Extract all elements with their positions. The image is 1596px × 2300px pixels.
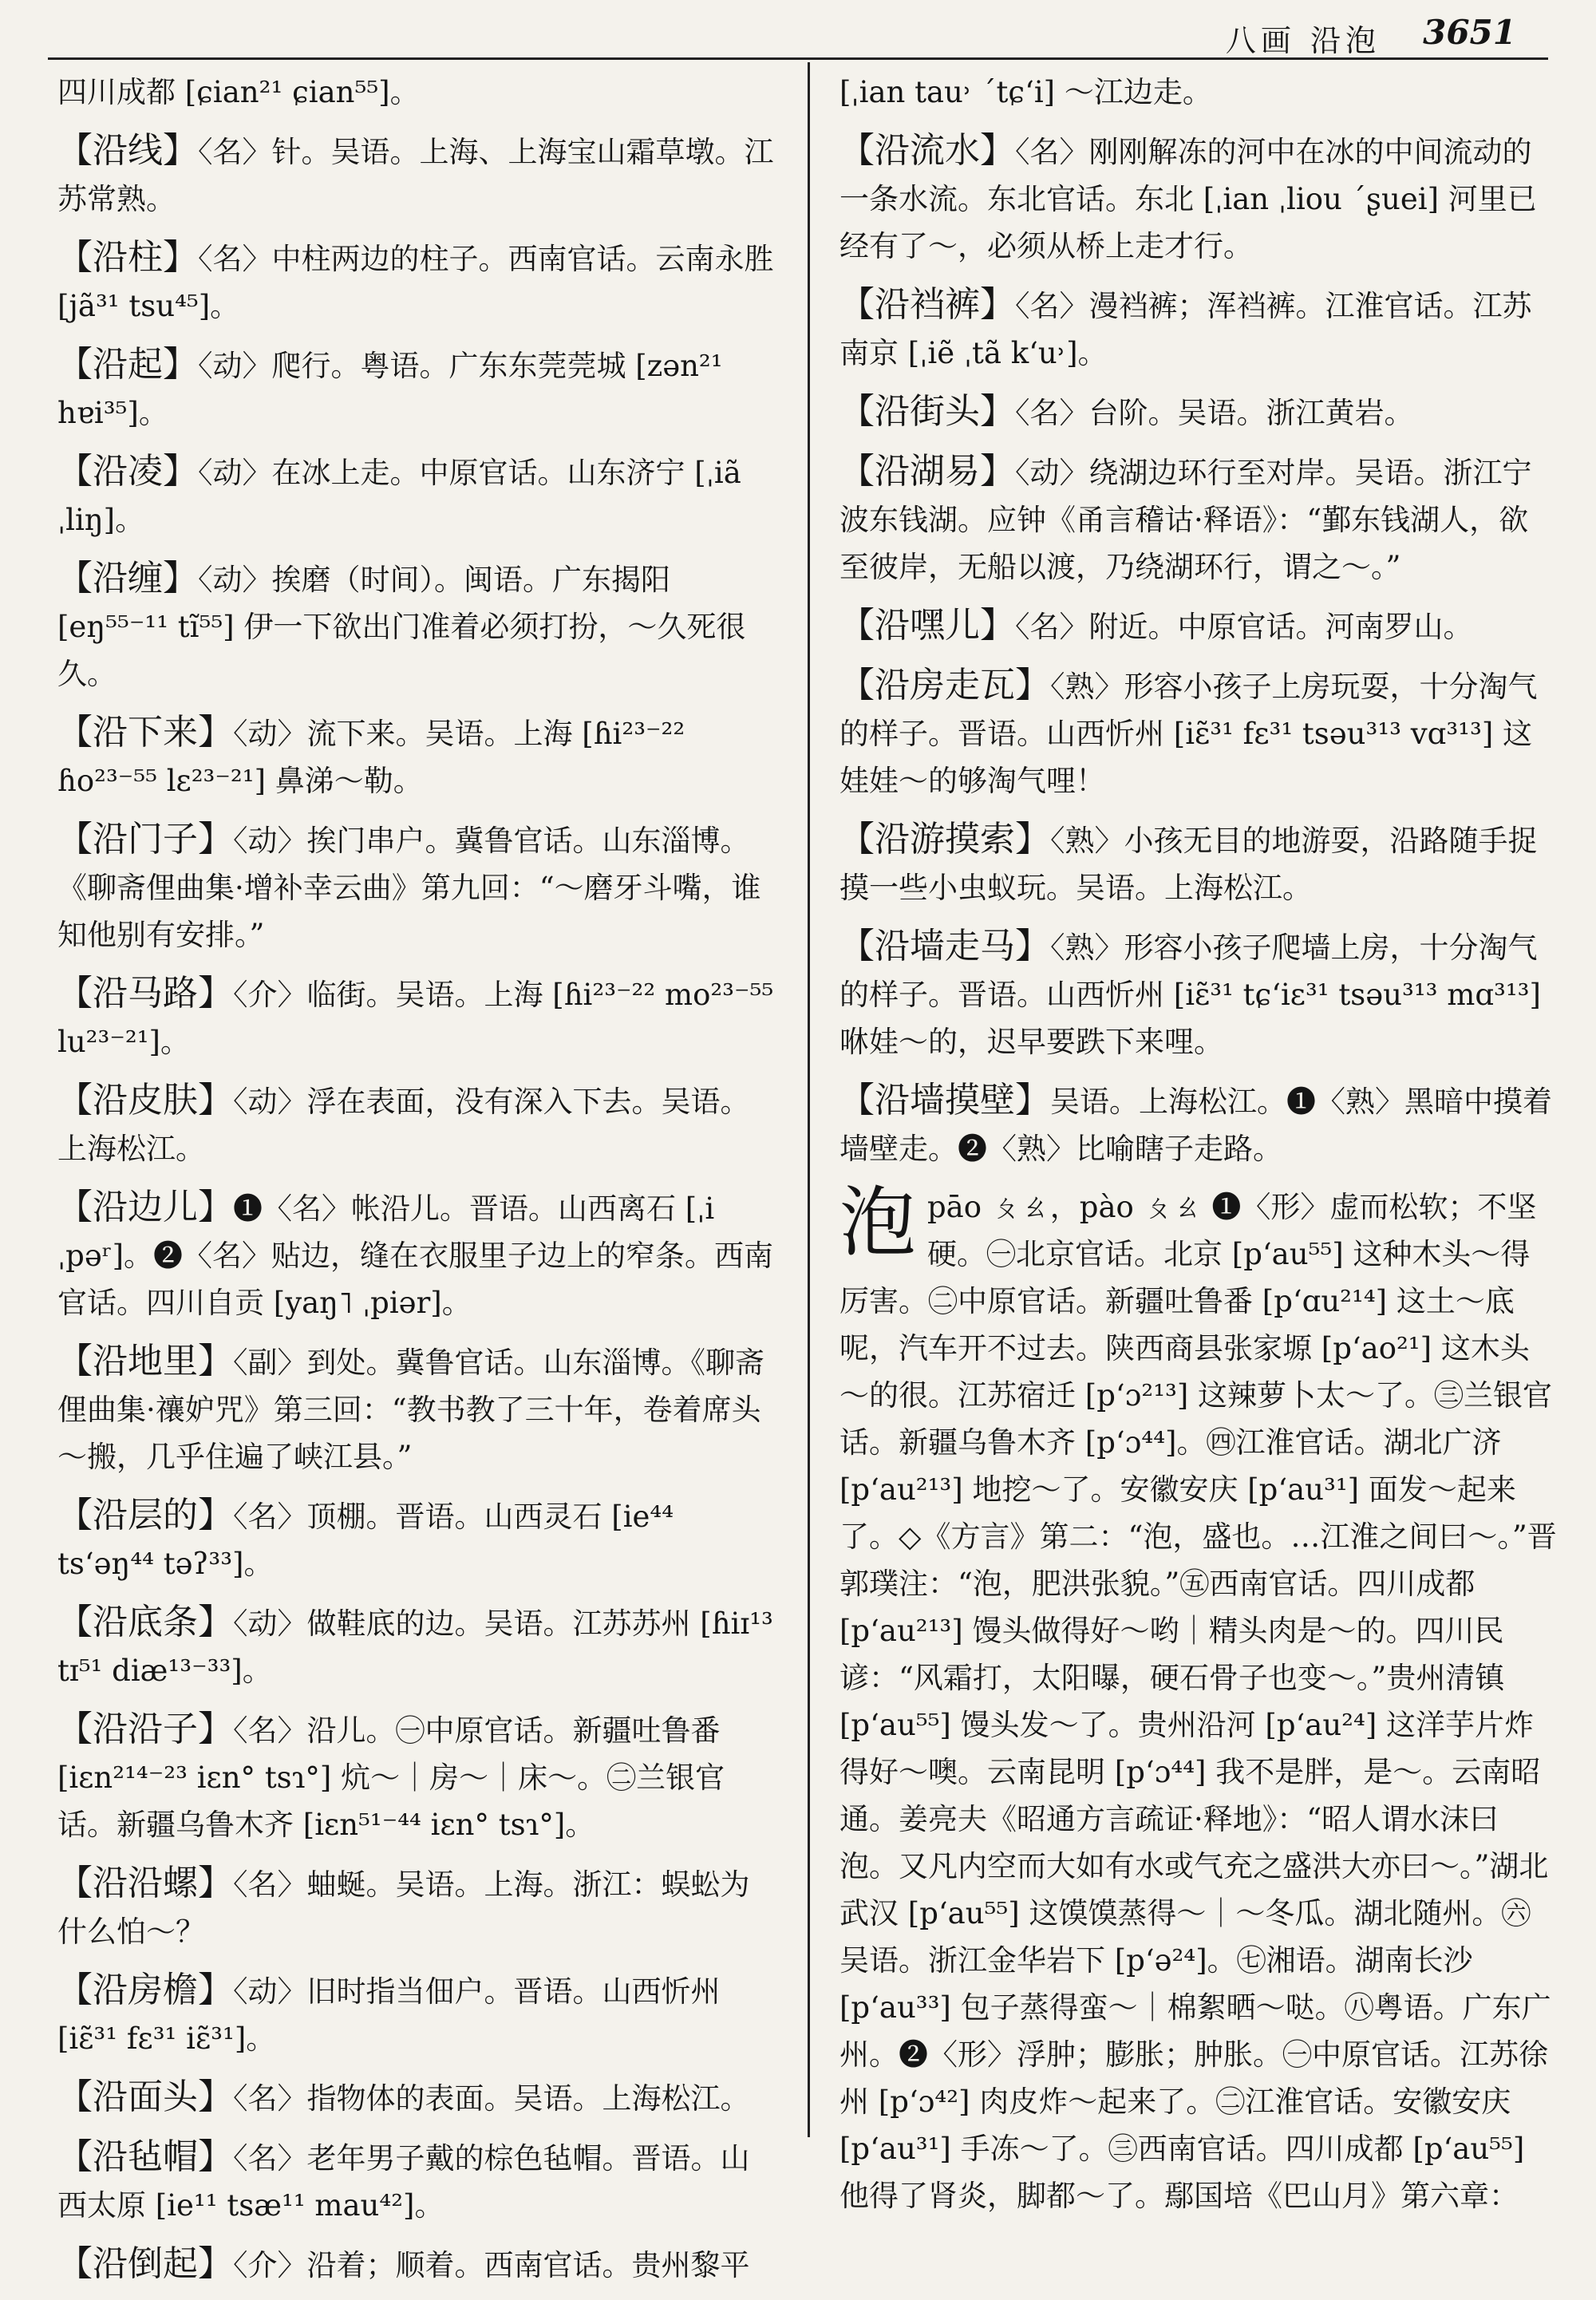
entry-definition: 〈名〉指物体的表面。吴语。上海松江。	[233, 2081, 750, 2116]
entry-definition: 〈名〉蚰蜒。吴语。上海。浙江：蜈蚣为什么怕～？	[57, 1867, 750, 1949]
dictionary-entry	[57, 2240, 776, 2289]
header-rule	[48, 57, 1548, 60]
entry-headword: 【沿沿子】	[57, 1709, 233, 1749]
entry-headword: 【沿边儿】	[57, 1187, 233, 1227]
entry-definition: 〈名〉附近。中原官话。河南罗山。	[1015, 610, 1473, 644]
entry-headword: 【沿墙摸壁】	[839, 1080, 1050, 1120]
entry-headword: 【沿底条】	[57, 1602, 233, 1642]
entry-definition: 〈名〉漫裆裤；浑裆裤。江淮官话。江苏南京 [ˌiẽ ˌtã kʻu˒]。	[839, 289, 1532, 370]
entry-headword: 【沿面头】	[57, 2077, 233, 2117]
entry-definition: 〈熟〉形容小孩子上房玩耍，十分淘气的样子。晋语。山西忻州 [iɛ̃³¹ fɛ³¹ tsəu³¹³ vɑ³¹³] 这娃娃～的够淘气哩！	[839, 670, 1538, 798]
dictionary-entry	[839, 662, 1558, 804]
dictionary-entry	[57, 234, 776, 330]
entry-definition: 〈名〉中柱两边的柱子。西南官话。云南永胜 [jã³¹ tsu⁴⁵]。	[57, 242, 774, 323]
entry-definition: 〈副〉到处。冀鲁官话。山东淄博。《聊斋俚曲集·禳妒咒》第三回：“教书教了三十年，卷着席头～搬，几乎住遍了峡江县。”	[57, 1346, 764, 1474]
entry-headword: 【沿皮肤】	[57, 1080, 233, 1120]
dictionary-entry	[839, 448, 1558, 591]
continuation-text: 四川成都 [ɕian²¹ ɕian⁵⁵]。	[57, 75, 420, 109]
entry-definition: 〈介〉临街。吴语。上海 [ɦi²³⁻²² mo²³⁻⁵⁵ lu²³⁻²¹]。	[57, 978, 774, 1059]
entry-definition: 〈动〉在冰上走。中原官话。山东济宁 [ˌiã ˌliŋ]。	[57, 456, 741, 537]
dictionary-entry	[839, 281, 1558, 377]
dictionary-entry	[57, 1184, 776, 1326]
entry-definition: 〈动〉爬行。粤语。广东东莞莞城 [zən²¹ hɐi³⁵]。	[57, 349, 723, 430]
entry-definition: 〈动〉流下来。吴语。上海 [ɦi²³⁻²² ɦo²³⁻⁵⁵ lɛ²³⁻²¹] 鼻涕～勒。	[57, 717, 685, 798]
entry-definition: 〈熟〉形容小孩子爬墙上房，十分淘气的样子。晋语。山西忻州 [iɛ̃³¹ tɕʻiɛ³¹ tsəu³¹³ mɑ³¹³] 咻娃～的，迟早要跌下来哩。	[839, 931, 1541, 1059]
entry-headword: 【沿柱】	[57, 237, 198, 278]
page-header	[48, 0, 1548, 62]
dictionary-entry	[839, 602, 1558, 650]
entry-headword: 【沿地里】	[57, 1341, 233, 1381]
dictionary-entry	[57, 1492, 776, 1587]
character-entry-text: pāo ㄆㄠ，pào ㄆㄠ ❶〈形〉虚而松软；不坚硬。㊀北京官话。北京 [pʻau⁵⁵] 这种木头～得厉害。㊁中原官话。新疆吐鲁番 [pʻɑu²¹⁴] 这土～底呢，汽车开不过去。陕西商县张家塬 [pʻao²¹] 这木头～的很。江苏宿迁 [pʻɔ²¹³] 这辣萝卜太～了。㊂兰银官话。新疆乌鲁木齐 [pʻɔ⁴⁴]。㊃江淮官话。湖北广济 [pʻau²¹³] 地挖～了。安徽安庆 [pʻau³¹] 面发～起来了。◇《方言》第二：“泡，盛也。…江淮之间曰～。”晋郭璞注：“泡，肥洪张貌。”㊄西南官话。四川成都 [pʻau²¹³] 馒头做得好～哟｜精头肉是～的。四川民谚：“风霜打，太阳曝，硬石骨子也变～。”贵州清镇 [pʻau⁵⁵] 馒头发～了。贵州沿河 [pʻau²⁴] 这洋芋片炸得好～噢。云南昆明 [pʻɔ⁴⁴] 我不是胖，是～。云南昭通。姜亮夫《昭通方言疏证·释地》：“昭人谓水沫曰泡。又凡内空而大如有水或气充之盛洪大亦曰～。”湖北武汉 [pʻau⁵⁵] 这馍馍蒸得～｜～冬瓜。湖北随州。㊅吴语。浙江金华岩下 [pʻə²⁴]。㊆湘语。湖南长沙 [pʻau³³] 包子蒸得蛮～｜棉絮晒～哒。㊇粤语。广东广州。❷〈形〉浮肿；膨胀；肿胀。㊀中原官话。江苏徐州 [pʻɔ⁴²] 肉皮炸～起来了。㊁江淮官话。安徽安庆 [pʻau³¹] 手冻～了。㊂西南官话。四川成都 [pʻau⁵⁵] 他得了肾炎，脚都～了。鄢国培《巴山月》第六章：	[839, 1190, 1557, 2213]
dictionary-entry	[57, 709, 776, 804]
left-column	[57, 69, 776, 2300]
entry-headword: 【沿沿螺】	[57, 1863, 233, 1903]
entry-headword: 【沿墙走马】	[839, 926, 1050, 966]
entry-headword: 【沿裆裤】	[839, 284, 1015, 325]
entry-definition: 〈名〉顶棚。晋语。山西灵石 [ie⁴⁴ tsʻəŋ⁴⁴ təʔ³³]。	[57, 1500, 674, 1581]
entry-headword: 【沿毡帽】	[57, 2136, 233, 2177]
entry-headword: 【沿街头】	[839, 391, 1015, 432]
entry-headword: 【沿流水】	[839, 130, 1015, 171]
page-section-title: 八画 沿泡	[1225, 23, 1381, 58]
entry-headword: 【沿门子】	[57, 819, 233, 860]
dictionary-entry	[839, 127, 1558, 270]
entry-definition: 〈动〉做鞋底的边。吴语。江苏苏州 [ɦiɪ¹³ tɪ⁵¹ diæ¹³⁻³³]。	[57, 1606, 773, 1688]
entry-headword: 【沿湖易】	[839, 451, 1015, 492]
entry-headword: 【沿凌】	[57, 451, 198, 492]
dictionary-entry	[839, 923, 1558, 1065]
entry-definition: 〈动〉挨磨（时间）。闽语。广东揭阳 [eŋ⁵⁵⁻¹¹ tĩ⁵⁵] 伊一下欲出门准着必须打扮，～久死很久。	[57, 563, 746, 691]
dictionary-entry	[57, 2133, 776, 2229]
dictionary-entry	[839, 816, 1558, 911]
dictionary-entry	[839, 388, 1558, 437]
entry-definition: 〈动〉绕湖边环行至对岸。吴语。浙江宁波东钱湖。应钟《甬言稽诂·释语》：“鄞东钱湖人，欲至彼岸，无船以渡，乃绕湖环行，谓之～。”	[839, 456, 1532, 584]
right-column	[839, 69, 1558, 2231]
entry-headword: 【沿游摸索】	[839, 819, 1050, 860]
entry-headword: 【沿起】	[57, 344, 198, 385]
entry-headword: 【沿倒起】	[57, 2243, 233, 2284]
entry-definition: 〈名〉老年男子戴的棕色毡帽。晋语。山西太原 [ie¹¹ tsæ¹¹ mau⁴²]。	[57, 2141, 750, 2223]
entry-definition: 〈介〉沿着；顺着。西南官话。贵州黎平	[233, 2248, 750, 2282]
dictionary-entry	[57, 1599, 776, 1694]
dictionary-entry	[57, 2073, 776, 2122]
entry-definition: 〈动〉挨门串户。冀鲁官话。山东淄博。《聊斋俚曲集·增补幸云曲》第九回：“～磨牙斗嘴，谁知他别有安排。”	[57, 824, 761, 952]
page-number: 3651	[1423, 13, 1516, 52]
entry-headword: 【沿缠】	[57, 558, 198, 599]
entry-definition: 〈动〉旧时指当佃户。晋语。山西忻州 [iɛ̃³¹ fɛ³¹ iɛ̃³¹]。	[57, 1974, 721, 2056]
column-divider	[808, 62, 810, 2137]
entry-headword: 【沿房檐】	[57, 1970, 233, 2010]
dictionary-entry	[57, 1338, 776, 1480]
entry-headword: 【沿马路】	[57, 973, 233, 1014]
entry-definition: 〈名〉台阶。吴语。浙江黄岩。	[1015, 396, 1414, 430]
dictionary-entry	[57, 127, 776, 223]
character-entry	[839, 1178, 1558, 2219]
dictionary-entry	[57, 341, 776, 437]
dictionary-entry	[57, 1077, 776, 1172]
entry-headword: 【沿嘿儿】	[839, 605, 1015, 646]
continuation-text: [ˌian tau˒ ˊtɕʻi] ～江边走。	[839, 75, 1212, 109]
entry-definition: 〈名〉沿儿。㊀中原官话。新疆吐鲁番 [iɛn²¹⁴⁻²³ iɛn° tsɿ°] 炕～｜房～｜床～。㊁兰银官话。新疆乌鲁木齐 [iɛn⁵¹⁻⁴⁴ iɛn° tsɿ°]。	[57, 1713, 725, 1842]
dictionary-entry	[57, 816, 776, 958]
entry-headword: 【沿房走瓦】	[839, 665, 1050, 705]
entry-character: 泡	[839, 1178, 916, 1267]
dictionary-entry	[57, 1859, 776, 1955]
entry-headword: 【沿层的】	[57, 1495, 233, 1535]
entry-definition: 〈名〉刚刚解冻的河中在冰的中间流动的一条水流。东北官话。东北 [ˌian ˌliou ˊʂuei] 河里已经有了～，必须从桥上走才行。	[839, 135, 1537, 263]
dictionary-entry	[57, 448, 776, 543]
dictionary-entry	[839, 1077, 1558, 1172]
dictionary-entry	[57, 970, 776, 1065]
dictionary-entry	[57, 1705, 776, 1848]
entry-headword: 【沿线】	[57, 130, 198, 171]
entry-definition: 〈名〉针。吴语。上海、上海宝山霜草墩。江苏常熟。	[57, 135, 774, 216]
dictionary-entry	[57, 555, 776, 698]
entry-headword: 【沿下来】	[57, 712, 233, 753]
entry-definition: 吴语。上海松江。❶〈熟〉黑暗中摸着墙壁走。❷〈熟〉比喻瞎子走路。	[839, 1085, 1552, 1166]
entry-definition: ❶〈名〉帐沿儿。晋语。山西离石 [ˌi ˌpəʳ]。❷〈名〉贴边，缝在衣服里子边上的窄条。西南官话。四川自贡 [yaŋ˥ ˌpiər]。	[57, 1191, 774, 1320]
entry-definition: 〈动〉浮在表面，没有深入下去。吴语。上海松江。	[57, 1085, 750, 1166]
dictionary-entry	[57, 1966, 776, 2062]
entry-definition: 〈熟〉小孩无目的地游耍，沿路随手捉摸一些小虫蚁玩。吴语。上海松江。	[839, 824, 1538, 905]
